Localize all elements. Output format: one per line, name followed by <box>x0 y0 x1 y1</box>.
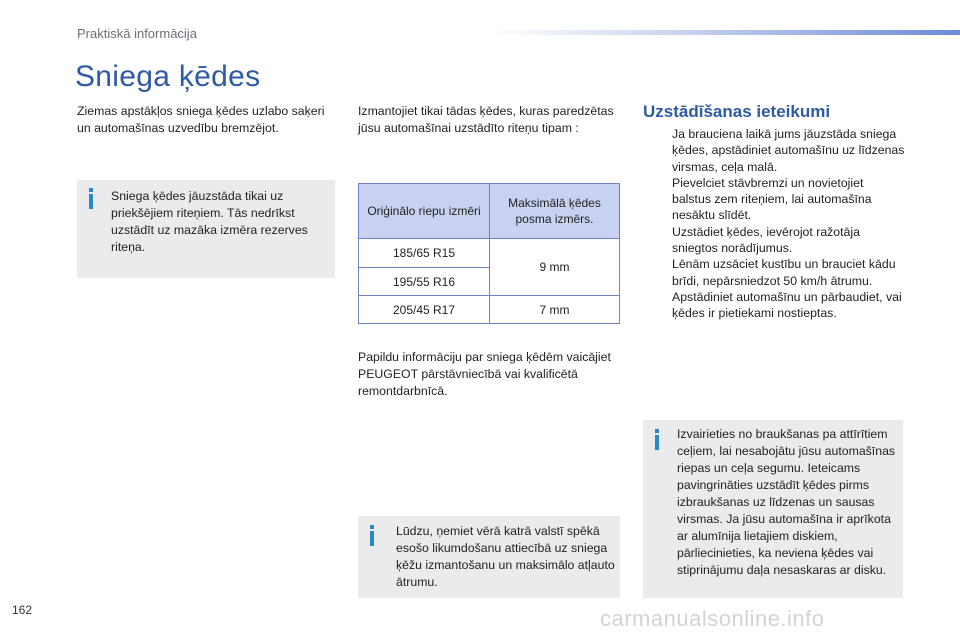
page-title: Sniega ķēdes <box>75 60 261 93</box>
header-accent-bar <box>490 30 960 35</box>
chain-size-table <box>358 183 620 324</box>
tips-list <box>643 126 905 322</box>
list-item-text: Uzstādiet ķēdes, ievērojot ražotāja sniegtos norādījumus. <box>672 224 860 256</box>
table-row <box>359 296 620 324</box>
table-row <box>359 239 620 268</box>
link-size-cell: 9 mm <box>490 239 620 296</box>
table-header-tyre: Oriģinālo riepu izmēri <box>359 184 490 239</box>
list-item <box>643 256 905 289</box>
info-icon <box>367 525 377 547</box>
list-item-text: Ja brauciena laikā jums jāuzstāda sniega ķēdes, apstādiniet automašīnu uz līdzenas virsmas, ceļa malā. <box>672 127 905 174</box>
list-item-text: Apstādiniet automašīnu un pārbaudiet, vai ķēdes ir pietiekami nostieptas. <box>672 289 902 321</box>
table-intro-paragraph: Izmantojiet tikai tādas ķēdes, kuras paredzētas jūsu automašīnai uzstādīto riteņu tipam : <box>358 104 614 135</box>
intro-paragraph: Ziemas apstākļos sniega ķēdes uzlabo saķeri un automašīnas uzvedību bremzējot. <box>77 104 325 135</box>
list-item-text: Pievelciet stāvbremzi un novietojiet balstus zem riteņiem, lai automašīna nesāktu slīdēt. <box>672 175 872 223</box>
note-box-right <box>643 420 903 598</box>
tyre-size-cell: 185/65 R15 <box>359 239 490 268</box>
list-item <box>643 175 905 224</box>
table-header-row <box>359 184 620 239</box>
tips-heading: Uzstādīšanas ieteikumi <box>643 102 831 121</box>
more-info-paragraph: Papildu informāciju par sniega ķēdēm vaicājiet PEUGEOT pārstāvniecībā vai kvalificētā remontdarbnīcā. <box>358 350 611 398</box>
list-item-text: Lēnām uzsāciet kustību un brauciet kādu brīdi, nepārsniedzot 50 km/h ātrumu. <box>672 257 896 288</box>
table-header-link: Maksimālā ķēdes posma izmērs. <box>490 184 620 239</box>
info-icon <box>86 188 96 210</box>
section-label: Praktiskā informācija <box>77 26 197 41</box>
note-box-middle <box>358 516 620 598</box>
note-right-text: Izvairieties no braukšanas pa attīrītiem ceļiem, lai nesabojātu jūsu automašīnas riepas un ceļa segumu. Ieteicams pavingrināties uzstādīt ķēdes pirms izbraukšanas uz līdzenas un sausas virsmas. Ja jūsu automašīna ir aprīkota ar alumīnija lietajiem diskiem, pārliecinieties, ka neviena ķēdes vai stiprinājumu daļa nesaskaras ar disku. <box>677 427 896 577</box>
watermark: carmanualsonline.info <box>600 606 825 631</box>
tyre-size-cell: 195/55 R16 <box>359 268 490 296</box>
link-size-cell: 7 mm <box>490 296 620 324</box>
tyre-size-cell: 205/45 R17 <box>359 296 490 324</box>
list-item <box>643 126 905 175</box>
list-item <box>643 224 905 257</box>
note-middle-text: Lūdzu, ņemiet vērā katrā valstī spēkā esošo likumdošanu attiecībā uz sniega ķēžu izmantošanu un maksimālo atļauto ātrumu. <box>396 524 615 589</box>
note-box-left <box>77 180 335 278</box>
list-item <box>643 289 905 322</box>
info-icon <box>652 429 662 451</box>
page-number: 162 <box>12 603 33 617</box>
note-left-text: Sniega ķēdes jāuzstāda tikai uz priekšējiem riteņiem. Tās nedrīkst uzstādīt uz mazāka izmēra rezerves riteņa. <box>111 189 308 254</box>
